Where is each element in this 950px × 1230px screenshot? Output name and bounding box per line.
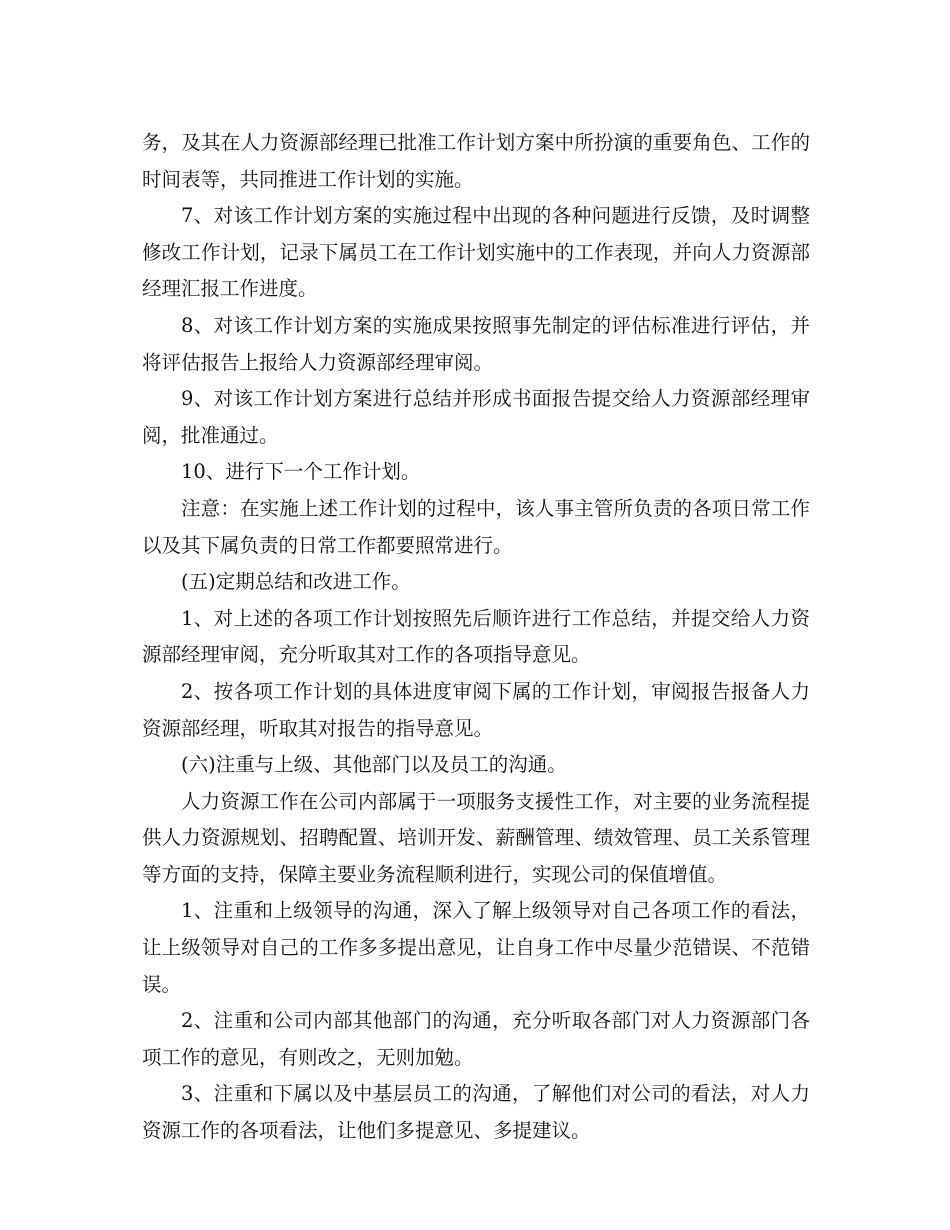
paragraph-item-9: 9、对该工作计划方案进行总结并形成书面报告提交给人力资源部经理审阅，批准通过。 bbox=[142, 387, 810, 447]
section-heading-6: (六)注重与上级、其他部门以及员工的沟通。 bbox=[181, 753, 567, 777]
paragraph-section6-item-2: 2、注重和公司内部其他部门的沟通，充分听取各部门对人力资源部门各项工作的意见，有则改之，无则加勉。 bbox=[142, 1009, 810, 1069]
paragraph-item-10: 10、进行下一个工作计划。 bbox=[181, 460, 421, 484]
paragraph-continuation: 务，及其在人力资源部经理已批准工作计划方案中所扮演的重要角色、工作的时间表等，共同推进工作计划的实施。 bbox=[142, 131, 810, 191]
paragraph-section6-intro: 人力资源工作在公司内部属于一项服务支援性工作，对主要的业务流程提供人力资源规划、招聘配置、培训开发、薪酬管理、绩效管理、员工关系管理等方面的支持，保障主要业务流程顺利进行，实现公司的保值增值。 bbox=[142, 789, 810, 886]
paragraph-section6-item-3: 3、注重和下属以及中基层员工的沟通，了解他们对公司的看法，对人力资源工作的各项看法，让他们多提意见、多提建议。 bbox=[142, 1082, 810, 1143]
paragraph-section5-item-2: 2、按各项工作计划的具体进度审阅下属的工作计划，审阅报告报备人力资源部经理，听取其对报告的指导意见。 bbox=[142, 679, 810, 740]
paragraph-section6-item-1: 1、注重和上级领导的沟通，深入了解上级领导对自己各项工作的看法，让上级领导对自己的工作多多提出意见，让自身工作中尽量少范错误、不范错误。 bbox=[142, 899, 810, 996]
paragraph-note: 注意：在实施上述工作计划的过程中，该人事主管所负责的各项日常工作以及其下属负责的日常工作都要照常进行。 bbox=[142, 496, 810, 557]
section-heading-5: (五)定期总结和改进工作。 bbox=[181, 570, 411, 594]
document-body bbox=[142, 125, 810, 1150]
paragraph-item-8: 8、对该工作计划方案的实施成果按照事先制定的评估标准进行评估，并将评估报告上报给人力资源部经理审阅。 bbox=[142, 313, 810, 374]
paragraph-section5-item-1: 1、对上述的各项工作计划按照先后顺许进行工作总结，并提交给人力资源部经理审阅，充分听取其对工作的各项指导意见。 bbox=[142, 606, 810, 667]
paragraph-item-7: 7、对该工作计划方案的实施过程中出现的各种问题进行反馈，及时调整修改工作计划，记录下属员工在工作计划实施中的工作表现，并向人力资源部经理汇报工作进度。 bbox=[142, 204, 810, 301]
